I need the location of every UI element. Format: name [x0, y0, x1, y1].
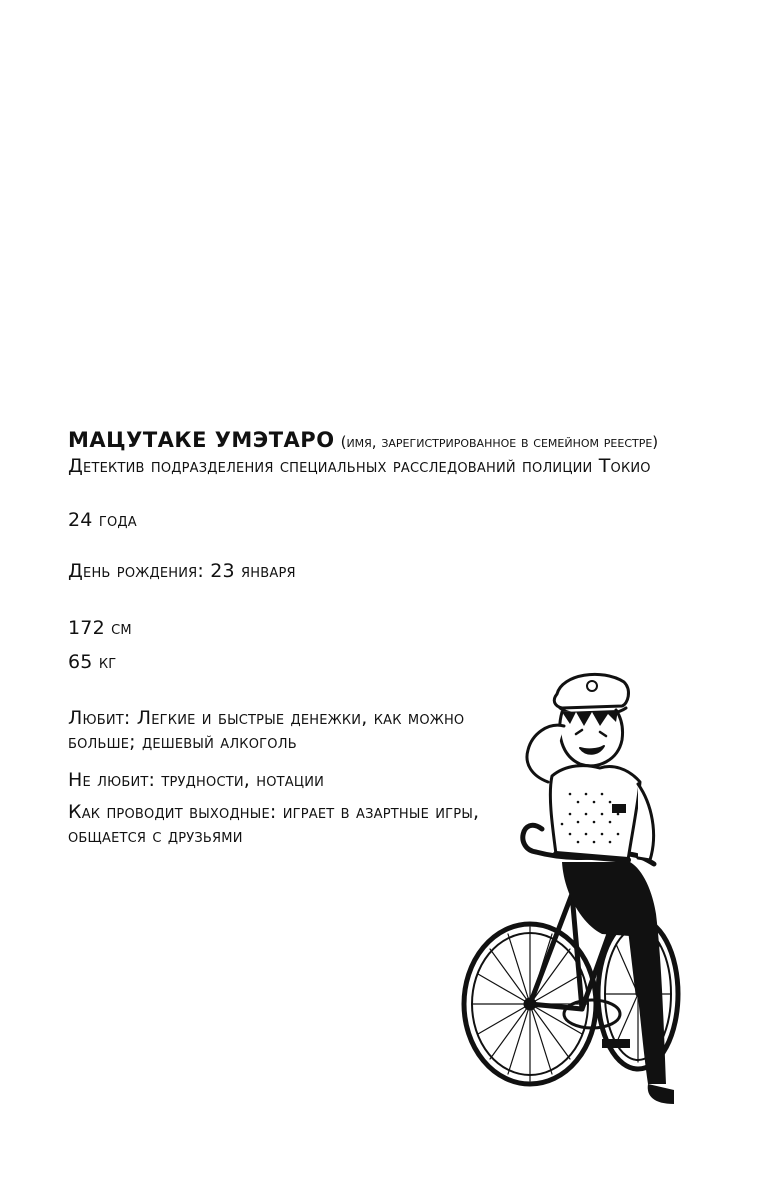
- likes-line-1: Любит: Легкие и быстрые денежки, как можно: [68, 707, 465, 729]
- holidays-line-1: Как проводит выходные: играет в азартные игры,: [68, 801, 480, 823]
- name-line: [68, 428, 708, 454]
- character-name: МАЦУТАКЕ УМЭТАРО: [68, 428, 335, 452]
- holidays-line-2: общается с друзьями: [68, 825, 243, 847]
- character-age: 24 года: [68, 509, 137, 531]
- character-position: Детектив подразделения специальных расследований полиции Токио: [68, 455, 651, 477]
- character-birthday: День рождения: 23 января: [68, 560, 296, 582]
- likes-line-2: больше; дешевый алкоголь: [68, 731, 297, 753]
- holidays-block: [68, 800, 479, 848]
- name-note: (имя, зарегистрированное в семейном реестре): [340, 433, 659, 451]
- policeman-on-bicycle-illustration: [452, 664, 702, 1134]
- character-weight: 65 кг: [68, 651, 117, 673]
- rider: [527, 674, 674, 1104]
- character-height: 172 см: [68, 617, 132, 639]
- likes-block: [68, 706, 464, 754]
- dislikes-line: Не любит: трудности, нотации: [68, 769, 325, 791]
- character-profile: [68, 428, 708, 847]
